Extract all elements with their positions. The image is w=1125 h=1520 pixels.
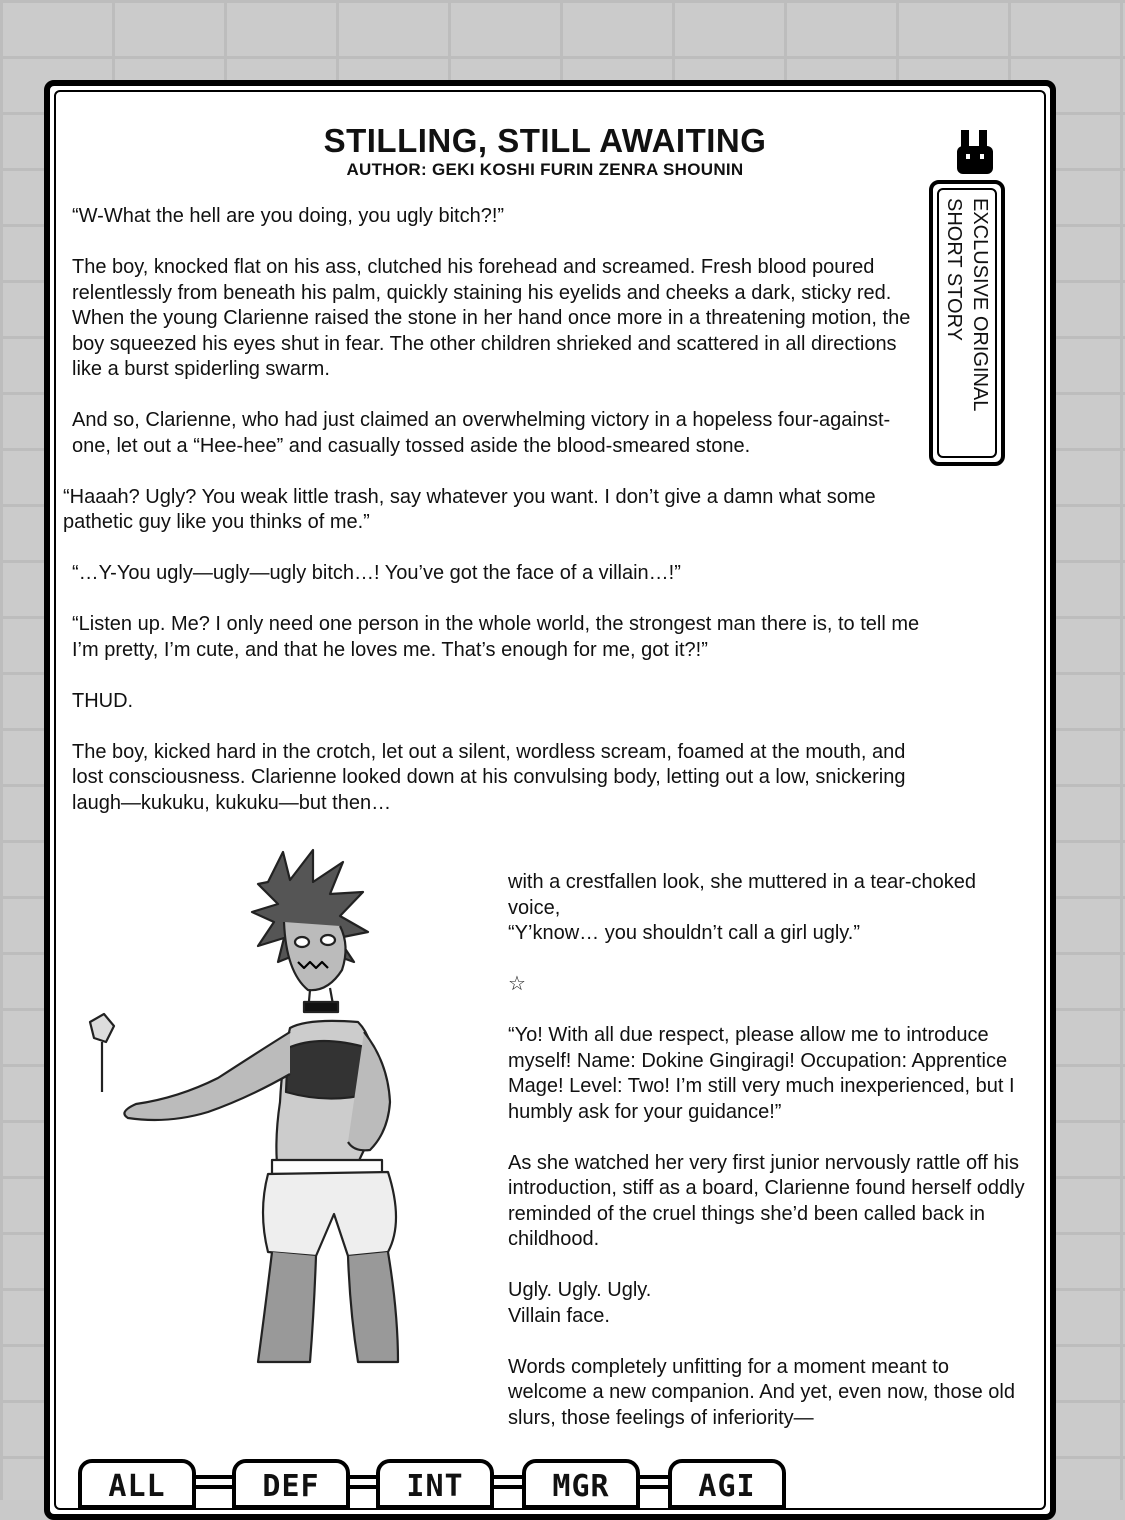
paragraph: with a crestfallen look, she muttered in a tear-choked voice, “Y’know… you shouldn’t call a girl ugly.”: [508, 871, 977, 944]
story-body-right: [508, 870, 1033, 1457]
scene-break-star: ☆: [508, 973, 526, 995]
paragraph: Words completely unfitting for a moment meant to welcome a new companion. And yet, even now, those old slurs, those feelings of inferiority—: [508, 1355, 1015, 1429]
bunny-icon: [955, 130, 995, 176]
paragraph: “…Y-You ugly—ugly—ugly bitch…! You’ve got the face of a villain…!”: [72, 562, 681, 584]
paragraph: The boy, knocked flat on his ass, clutched his forehead and screamed. Fresh blood poured relentlessly from beneath his palm, quickly staining his eyelids and cheeks a dark, sticky red.: [72, 256, 892, 304]
paragraph: “W-What the hell are you doing, you ugly bitch?!”: [72, 205, 505, 227]
story-author: AUTHOR: GEKI KOSHI FURIN ZENRA SHOUNIN: [346, 160, 744, 179]
paragraph: When the young Clarienne raised the stone in her hand once more in a threatening motion, the boy squeezed his eyes shut in fear. The other children shrieked and scattered in all directions like a burst spiderling swarm.: [72, 307, 911, 380]
stat-tab-agi: AGI: [668, 1459, 786, 1509]
paragraph: THUD.: [72, 689, 134, 712]
exclusive-badge: [929, 180, 1005, 466]
paragraph: Ugly. Ugly. Ugly. Villain face.: [508, 1279, 652, 1327]
paragraph: “Haaah? Ugly? You weak little trash, say whatever you want. I don’t give a damn what some pathetic guy like you thinks of me.”: [63, 485, 876, 533]
badge-label: EXCLUSIVE ORIGINAL SHORT STORY: [943, 198, 991, 412]
stat-tab-all: ALL: [78, 1459, 196, 1509]
story-body: [63, 204, 922, 842]
tab-connector: [196, 1475, 236, 1489]
paragraph: The boy, kicked hard in the crotch, let out a silent, wordless scream, foamed at the mouth, and lost consciousness. Clarienne looked down at his convulsing body, letting out a low, snickering laugh—kukuku, kukuku—but then…: [72, 740, 906, 814]
paragraph: And so, Clarienne, who had just claimed an overwhelming victory in a hopeless four-against-one, let out a “Hee-hee” and casually tossed aside the blood-smeared stone.: [72, 409, 891, 457]
character-illustration: [58, 842, 498, 1382]
stat-tab-mgr: MGR: [522, 1459, 640, 1509]
story-title: STILLING, STILL AWAITING: [323, 122, 767, 159]
stat-tab-bar: [60, 1455, 1060, 1504]
stat-tab-int: INT: [376, 1459, 494, 1509]
paragraph: As she watched her very first junior nervously rattle off his introduction, stiff as a board, Clarienne found herself oddly reminded of the cruel things she’d been called back in childhood.: [508, 1151, 1025, 1250]
paragraph: “Listen up. Me? I only need one person in the whole world, the strongest man there is, to tell me I’m pretty, I’m cute, and that he loves me. That’s enough for me, got it?!”: [72, 613, 920, 661]
paragraph: “Yo! With all due respect, please allow me to introduce myself! Name: Dokine Gingiragi! Occupation: Apprentice Mage! Level: Two! I’m still very much inexperienced, but I humbly ask for your guidance!”: [508, 1024, 1015, 1123]
stat-tab-def: DEF: [232, 1459, 350, 1509]
